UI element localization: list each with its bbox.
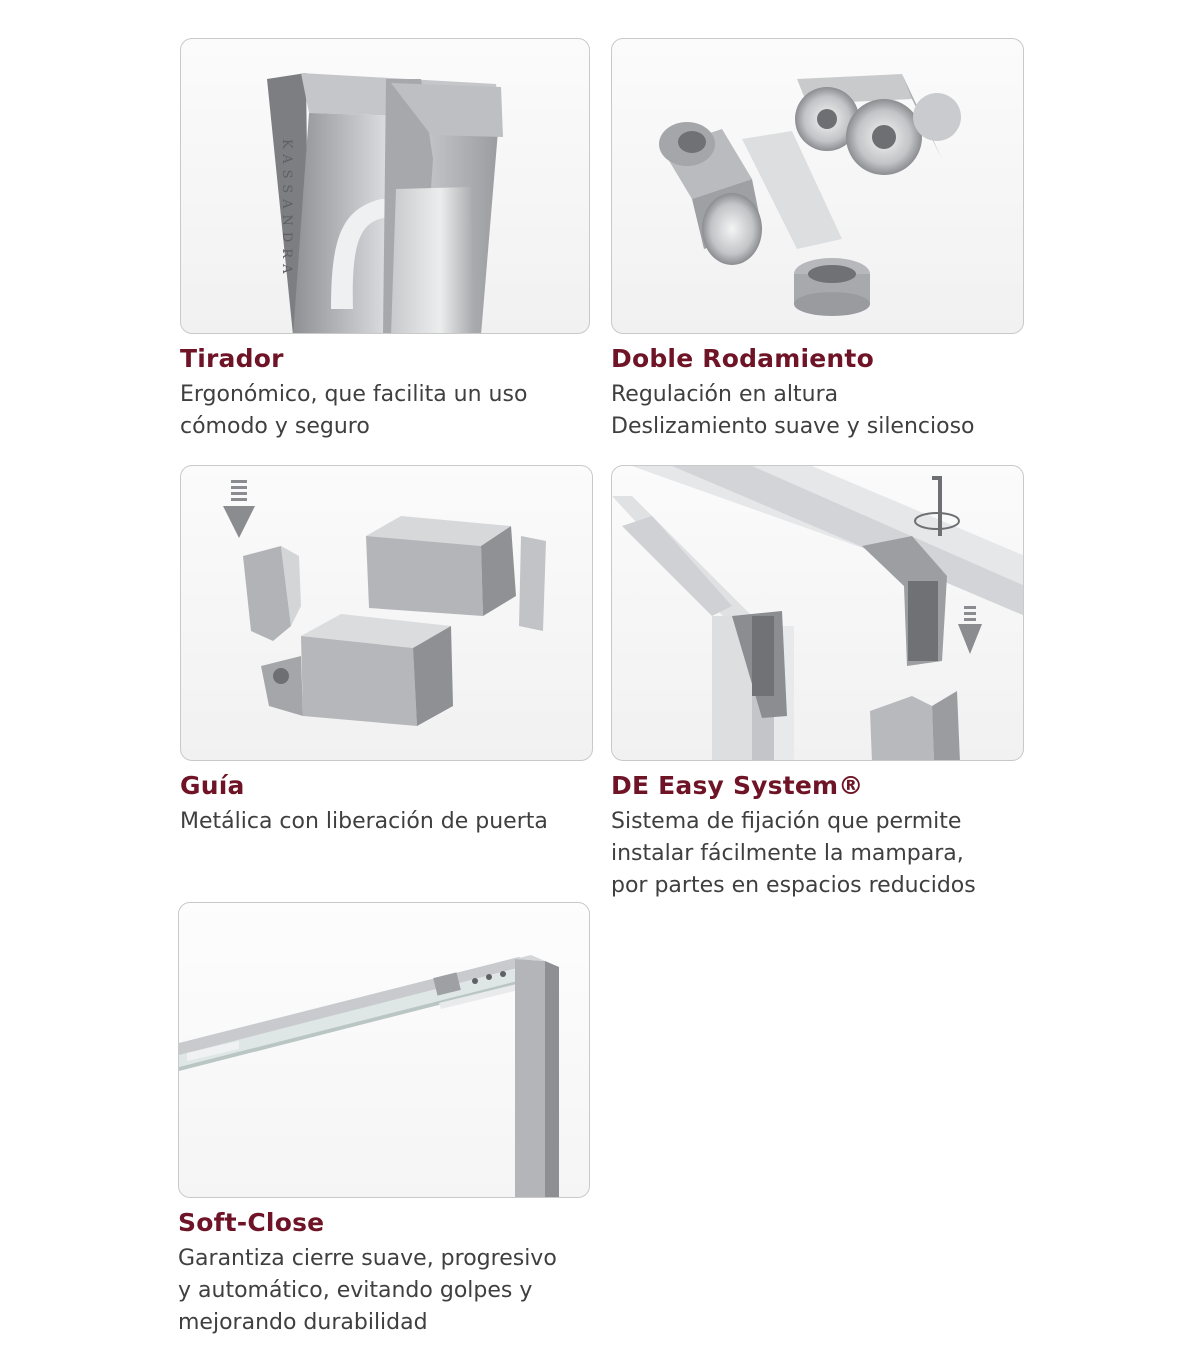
feature-description — [180, 806, 548, 838]
feature-description — [180, 379, 527, 443]
feature-title: Guía — [180, 771, 245, 800]
feature-description — [611, 806, 976, 902]
description-line: Deslizamiento suave y silencioso — [611, 414, 975, 439]
guia-image — [180, 465, 593, 761]
feature-title: DE Easy System® — [611, 771, 864, 800]
description-line: cómodo y seguro — [180, 414, 370, 439]
feature-title: Doble Rodamiento — [611, 344, 874, 373]
feature-description — [178, 1243, 557, 1339]
description-line: Regulación en altura — [611, 382, 839, 407]
description-line: y automático, evitando golpes y — [178, 1278, 533, 1303]
arrow-down-icon — [958, 606, 982, 654]
feature-title: Tirador — [180, 344, 284, 373]
description-line: instalar fácilmente la mampara, — [611, 841, 964, 866]
tirador-image — [180, 38, 590, 334]
description-line: Metálica con liberación de puerta — [180, 809, 548, 834]
feature-title: Soft-Close — [178, 1208, 325, 1237]
description-line: Sistema de fijación que permite — [611, 809, 962, 834]
description-line: Garantiza cierre suave, progresivo — [178, 1246, 557, 1271]
soft-close-image — [178, 902, 590, 1198]
tirador-engraving: KASSANDRA — [279, 139, 294, 280]
de-easy-system-image — [611, 465, 1024, 761]
description-line: Ergonómico, que facilita un uso — [180, 382, 528, 407]
arrow-down-icon — [223, 480, 255, 538]
description-line: mejorando durabilidad — [178, 1310, 428, 1335]
description-line: por partes en espacios reducidos — [611, 873, 976, 898]
feature-description — [611, 379, 975, 443]
doble-rodamiento-image — [611, 38, 1024, 334]
